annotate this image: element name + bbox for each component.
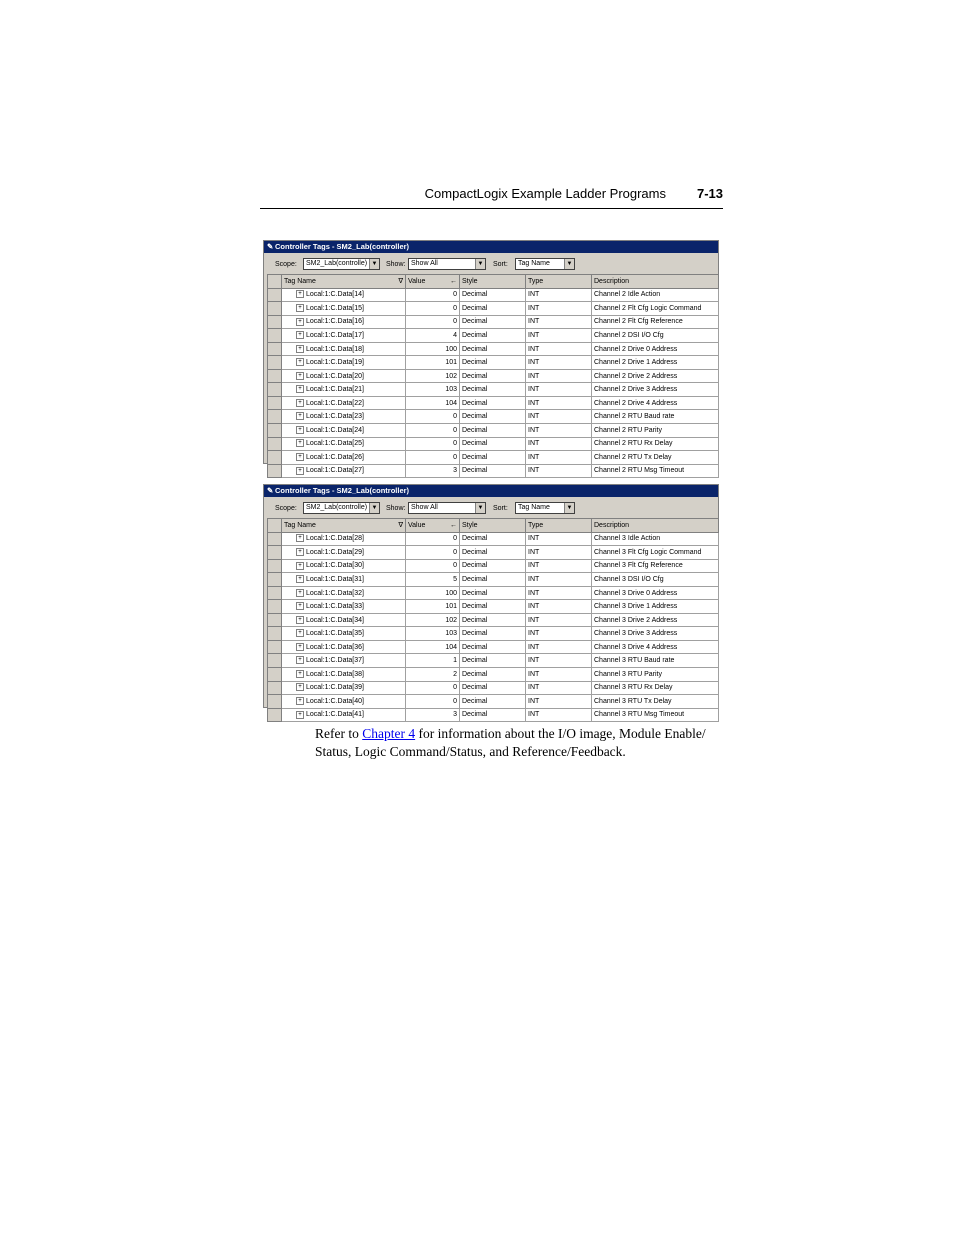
value-cell[interactable]: 2 xyxy=(406,668,460,682)
type-cell[interactable]: INT xyxy=(526,600,592,614)
style-cell[interactable]: Decimal xyxy=(460,288,526,302)
expand-plus-icon[interactable]: + xyxy=(296,616,304,624)
value-cell[interactable]: 102 xyxy=(406,369,460,383)
expand-plus-icon[interactable]: + xyxy=(296,629,304,637)
value-cell[interactable]: 100 xyxy=(406,586,460,600)
column-header-style[interactable]: Style xyxy=(460,275,526,289)
expand-plus-icon[interactable]: + xyxy=(296,399,304,407)
tag-name-cell[interactable]: + Local:1:C.Data[29] xyxy=(282,546,406,560)
window-titlebar[interactable] xyxy=(264,485,718,497)
type-cell[interactable]: INT xyxy=(526,315,592,329)
table-row[interactable] xyxy=(268,600,719,614)
row-selector[interactable] xyxy=(268,356,282,370)
tag-name-cell[interactable]: + Local:1:C.Data[14] xyxy=(282,288,406,302)
type-cell[interactable]: INT xyxy=(526,410,592,424)
expand-plus-icon[interactable]: + xyxy=(296,670,304,678)
filter-icon[interactable]: ∇ xyxy=(398,277,403,285)
expand-plus-icon[interactable]: + xyxy=(296,290,304,298)
header-selector xyxy=(268,275,282,289)
tags-table xyxy=(267,274,719,478)
tag-name-cell[interactable]: + Local:1:C.Data[35] xyxy=(282,627,406,641)
value-cell[interactable]: 3 xyxy=(406,708,460,722)
row-selector[interactable] xyxy=(268,708,282,722)
style-cell[interactable]: Decimal xyxy=(460,383,526,397)
type-cell[interactable]: INT xyxy=(526,573,592,587)
value-cell[interactable]: 0 xyxy=(406,302,460,316)
chevron-down-icon[interactable]: ▼ xyxy=(564,503,574,513)
window-title: Controller Tags - SM2_Lab(controller) xyxy=(275,242,410,251)
row-selector[interactable] xyxy=(268,546,282,560)
description-cell[interactable]: Channel 2 Flt Cfg Reference xyxy=(592,315,719,329)
value-cell[interactable]: 4 xyxy=(406,329,460,343)
style-cell[interactable]: Decimal xyxy=(460,329,526,343)
row-selector[interactable] xyxy=(268,396,282,410)
table-row[interactable] xyxy=(268,315,719,329)
tag-name-cell[interactable]: + Local:1:C.Data[23] xyxy=(282,410,406,424)
sort-label: Sort: xyxy=(493,261,508,268)
table-row[interactable] xyxy=(268,546,719,560)
chevron-down-icon[interactable]: ▼ xyxy=(475,259,485,269)
row-selector[interactable] xyxy=(268,315,282,329)
tag-name-cell[interactable]: + Local:1:C.Data[26] xyxy=(282,451,406,465)
style-cell[interactable]: Decimal xyxy=(460,342,526,356)
type-cell[interactable]: INT xyxy=(526,396,592,410)
value-cell[interactable]: 0 xyxy=(406,288,460,302)
header-title: CompactLogix Example Ladder Programs xyxy=(424,186,666,201)
style-cell[interactable]: Decimal xyxy=(460,302,526,316)
header-selector xyxy=(268,519,282,533)
type-cell[interactable]: INT xyxy=(526,708,592,722)
value-cell[interactable]: 0 xyxy=(406,315,460,329)
value-cell[interactable]: 0 xyxy=(406,695,460,709)
tag-name-cell[interactable]: + Local:1:C.Data[18] xyxy=(282,342,406,356)
tag-name-cell[interactable]: + Local:1:C.Data[40] xyxy=(282,695,406,709)
type-cell[interactable]: INT xyxy=(526,451,592,465)
column-header-style[interactable]: Style xyxy=(460,519,526,533)
table-row[interactable] xyxy=(268,613,719,627)
tags-toolbar xyxy=(264,253,718,274)
value-cell[interactable]: 0 xyxy=(406,681,460,695)
sort-label: Sort: xyxy=(493,505,508,512)
style-cell[interactable]: Decimal xyxy=(460,464,526,478)
column-header-type[interactable]: Type xyxy=(526,519,592,533)
table-row[interactable] xyxy=(268,695,719,709)
expand-plus-icon[interactable]: + xyxy=(296,534,304,542)
table-row[interactable] xyxy=(268,451,719,465)
value-cell[interactable]: 0 xyxy=(406,532,460,546)
style-cell[interactable]: Decimal xyxy=(460,681,526,695)
description-cell[interactable]: Channel 2 RTU Parity xyxy=(592,424,719,438)
type-cell[interactable]: INT xyxy=(526,424,592,438)
style-cell[interactable]: Decimal xyxy=(460,695,526,709)
tag-name-cell[interactable]: + Local:1:C.Data[19] xyxy=(282,356,406,370)
table-row[interactable] xyxy=(268,410,719,424)
table-row[interactable] xyxy=(268,627,719,641)
description-cell[interactable]: Channel 3 Drive 1 Address xyxy=(592,600,719,614)
tag-name-cell[interactable]: + Local:1:C.Data[30] xyxy=(282,559,406,573)
column-header-value[interactable]: Value ← xyxy=(406,275,460,289)
scope-select[interactable] xyxy=(303,502,380,514)
show-select[interactable] xyxy=(408,502,486,514)
description-cell[interactable]: Channel 2 Drive 1 Address xyxy=(592,356,719,370)
value-cell[interactable]: 101 xyxy=(406,600,460,614)
row-selector[interactable] xyxy=(268,464,282,478)
description-cell[interactable]: Channel 3 Drive 3 Address xyxy=(592,627,719,641)
expand-plus-icon[interactable]: + xyxy=(296,331,304,339)
value-cell[interactable]: 101 xyxy=(406,356,460,370)
show-value: Show All xyxy=(411,260,438,267)
tag-name-cell[interactable]: + Local:1:C.Data[37] xyxy=(282,654,406,668)
table-row[interactable] xyxy=(268,586,719,600)
value-cell[interactable]: 5 xyxy=(406,573,460,587)
show-select[interactable] xyxy=(408,258,486,270)
description-cell[interactable]: Channel 2 Drive 4 Address xyxy=(592,396,719,410)
table-row[interactable] xyxy=(268,302,719,316)
style-cell[interactable]: Decimal xyxy=(460,451,526,465)
tags-toolbar xyxy=(264,497,718,518)
tag-name-cell[interactable]: + Local:1:C.Data[21] xyxy=(282,383,406,397)
value-cell[interactable]: 102 xyxy=(406,613,460,627)
type-cell[interactable]: INT xyxy=(526,329,592,343)
style-cell[interactable]: Decimal xyxy=(460,356,526,370)
type-cell[interactable]: INT xyxy=(526,383,592,397)
tag-name-cell[interactable]: + Local:1:C.Data[38] xyxy=(282,668,406,682)
table-row[interactable] xyxy=(268,573,719,587)
description-cell[interactable]: Channel 2 Flt Cfg Logic Command xyxy=(592,302,719,316)
window-titlebar[interactable] xyxy=(264,241,718,253)
row-selector[interactable] xyxy=(268,288,282,302)
expand-plus-icon[interactable]: + xyxy=(296,412,304,420)
style-cell[interactable]: Decimal xyxy=(460,396,526,410)
table-row[interactable] xyxy=(268,437,719,451)
style-cell[interactable]: Decimal xyxy=(460,546,526,560)
table-row[interactable] xyxy=(268,559,719,573)
expand-plus-icon[interactable]: + xyxy=(296,683,304,691)
type-cell[interactable]: INT xyxy=(526,437,592,451)
value-cell[interactable]: 0 xyxy=(406,546,460,560)
row-selector[interactable] xyxy=(268,342,282,356)
type-cell[interactable]: INT xyxy=(526,668,592,682)
filter-icon[interactable]: ∇ xyxy=(398,521,403,529)
description-cell[interactable]: Channel 2 RTU Msg Timeout xyxy=(592,464,719,478)
expand-plus-icon[interactable]: + xyxy=(296,453,304,461)
value-cell[interactable]: 103 xyxy=(406,383,460,397)
type-cell[interactable]: INT xyxy=(526,532,592,546)
style-cell[interactable]: Decimal xyxy=(460,573,526,587)
style-cell[interactable]: Decimal xyxy=(460,627,526,641)
description-cell[interactable]: Channel 3 Flt Cfg Reference xyxy=(592,559,719,573)
type-cell[interactable]: INT xyxy=(526,356,592,370)
tag-name-cell[interactable]: + Local:1:C.Data[25] xyxy=(282,437,406,451)
row-selector[interactable] xyxy=(268,532,282,546)
row-selector[interactable] xyxy=(268,654,282,668)
expand-plus-icon[interactable]: + xyxy=(296,467,304,475)
row-selector[interactable] xyxy=(268,302,282,316)
expand-plus-icon[interactable]: + xyxy=(296,562,304,570)
description-cell[interactable]: Channel 3 RTU Rx Delay xyxy=(592,681,719,695)
value-cell[interactable]: 100 xyxy=(406,342,460,356)
scope-label: Scope: xyxy=(275,505,297,512)
type-cell[interactable]: INT xyxy=(526,681,592,695)
body-prefix: Refer to xyxy=(315,726,363,741)
style-cell[interactable]: Decimal xyxy=(460,600,526,614)
description-cell[interactable]: Channel 3 Drive 4 Address xyxy=(592,640,719,654)
expand-plus-icon[interactable]: + xyxy=(296,439,304,447)
style-cell[interactable]: Decimal xyxy=(460,437,526,451)
expand-plus-icon[interactable]: + xyxy=(296,385,304,393)
table-row[interactable] xyxy=(268,396,719,410)
type-cell[interactable]: INT xyxy=(526,369,592,383)
table-row[interactable] xyxy=(268,654,719,668)
value-cell[interactable]: 1 xyxy=(406,654,460,668)
expand-plus-icon[interactable]: + xyxy=(296,589,304,597)
tag-name-cell[interactable]: + Local:1:C.Data[15] xyxy=(282,302,406,316)
row-selector[interactable] xyxy=(268,681,282,695)
type-cell[interactable]: INT xyxy=(526,302,592,316)
tag-name-cell[interactable]: + Local:1:C.Data[32] xyxy=(282,586,406,600)
tag-name-cell[interactable]: + Local:1:C.Data[16] xyxy=(282,315,406,329)
sort-arrow-icon[interactable]: ← xyxy=(450,277,457,285)
table-row[interactable] xyxy=(268,329,719,343)
column-header-tag-name[interactable]: Tag Name ∇ xyxy=(282,519,406,533)
table-row[interactable] xyxy=(268,708,719,722)
table-row[interactable] xyxy=(268,640,719,654)
style-cell[interactable]: Decimal xyxy=(460,640,526,654)
description-cell[interactable]: Channel 2 Drive 0 Address xyxy=(592,342,719,356)
row-selector[interactable] xyxy=(268,640,282,654)
expand-plus-icon[interactable]: + xyxy=(296,372,304,380)
column-header-description[interactable]: Description xyxy=(592,275,719,289)
sort-select[interactable] xyxy=(515,502,575,514)
type-cell[interactable]: INT xyxy=(526,640,592,654)
style-cell[interactable]: Decimal xyxy=(460,654,526,668)
show-label: Show: xyxy=(386,261,406,268)
row-selector[interactable] xyxy=(268,600,282,614)
row-selector[interactable] xyxy=(268,424,282,438)
type-cell[interactable]: INT xyxy=(526,464,592,478)
value-cell[interactable]: 0 xyxy=(406,451,460,465)
column-header-tag-name[interactable]: Tag Name ∇ xyxy=(282,275,406,289)
table-row[interactable] xyxy=(268,383,719,397)
tag-name-cell[interactable]: + Local:1:C.Data[39] xyxy=(282,681,406,695)
description-cell[interactable]: Channel 3 RTU Msg Timeout xyxy=(592,708,719,722)
table-header-row xyxy=(268,519,719,533)
expand-plus-icon[interactable]: + xyxy=(296,358,304,366)
table-row[interactable] xyxy=(268,342,719,356)
description-cell[interactable]: Channel 2 Drive 3 Address xyxy=(592,383,719,397)
sort-select[interactable] xyxy=(515,258,575,270)
style-cell[interactable]: Decimal xyxy=(460,586,526,600)
row-selector[interactable] xyxy=(268,695,282,709)
style-cell[interactable]: Decimal xyxy=(460,315,526,329)
style-cell[interactable]: Decimal xyxy=(460,613,526,627)
description-cell[interactable]: Channel 3 DSI I/O Cfg xyxy=(592,573,719,587)
description-cell[interactable]: Channel 2 RTU Rx Delay xyxy=(592,437,719,451)
description-cell[interactable]: Channel 3 Idle Action xyxy=(592,532,719,546)
scope-label: Scope: xyxy=(275,261,297,268)
column-header-description[interactable]: Description xyxy=(592,519,719,533)
style-cell[interactable]: Decimal xyxy=(460,668,526,682)
description-cell[interactable]: Channel 2 RTU Tx Delay xyxy=(592,451,719,465)
description-cell[interactable]: Channel 2 RTU Baud rate xyxy=(592,410,719,424)
tag-name-cell[interactable]: + Local:1:C.Data[33] xyxy=(282,600,406,614)
expand-plus-icon[interactable]: + xyxy=(296,697,304,705)
tag-name-cell[interactable]: + Local:1:C.Data[34] xyxy=(282,613,406,627)
row-selector[interactable] xyxy=(268,437,282,451)
tag-name-cell[interactable]: + Local:1:C.Data[20] xyxy=(282,369,406,383)
page-number: 7-13 xyxy=(696,186,723,201)
value-cell[interactable]: 0 xyxy=(406,424,460,438)
row-selector[interactable] xyxy=(268,410,282,424)
window-icon: ✎ xyxy=(267,242,274,251)
tag-name-cell[interactable]: + Local:1:C.Data[31] xyxy=(282,573,406,587)
tag-name-cell[interactable]: + Local:1:C.Data[22] xyxy=(282,396,406,410)
chevron-down-icon[interactable]: ▼ xyxy=(369,503,379,513)
tag-name-cell[interactable]: + Local:1:C.Data[27] xyxy=(282,464,406,478)
show-label: Show: xyxy=(386,505,406,512)
chevron-down-icon[interactable]: ▼ xyxy=(564,259,574,269)
expand-plus-icon[interactable]: + xyxy=(296,602,304,610)
sort-value: Tag Name xyxy=(518,504,550,511)
value-cell[interactable]: 104 xyxy=(406,640,460,654)
chapter-4-link[interactable]: Chapter 4 xyxy=(362,726,416,741)
tag-name-cell[interactable]: + Local:1:C.Data[41] xyxy=(282,708,406,722)
value-cell[interactable]: 3 xyxy=(406,464,460,478)
description-cell[interactable]: Channel 3 RTU Baud rate xyxy=(592,654,719,668)
controller-tags-window-2 xyxy=(263,484,719,719)
controller-tags-window-1 xyxy=(263,240,719,475)
description-cell[interactable]: Channel 3 RTU Parity xyxy=(592,668,719,682)
row-selector[interactable] xyxy=(268,613,282,627)
row-selector[interactable] xyxy=(268,369,282,383)
value-cell[interactable]: 0 xyxy=(406,437,460,451)
show-value: Show All xyxy=(411,504,438,511)
description-cell[interactable]: Channel 2 Drive 2 Address xyxy=(592,369,719,383)
tag-name-cell[interactable]: + Local:1:C.Data[36] xyxy=(282,640,406,654)
type-cell[interactable]: INT xyxy=(526,613,592,627)
value-cell[interactable]: 0 xyxy=(406,410,460,424)
page-header xyxy=(260,184,723,209)
expand-plus-icon[interactable]: + xyxy=(296,304,304,312)
type-cell[interactable]: INT xyxy=(526,559,592,573)
type-cell[interactable]: INT xyxy=(526,654,592,668)
scope-value: SM2_Lab(controlle) xyxy=(306,504,368,511)
table-row[interactable] xyxy=(268,464,719,478)
tag-name-cell[interactable]: + Local:1:C.Data[17] xyxy=(282,329,406,343)
body-suffix: for information about the I/O image, Module Enable/ Status, Logic Command/Status, and Reference/Feedback. xyxy=(315,726,706,759)
value-cell[interactable]: 103 xyxy=(406,627,460,641)
style-cell[interactable]: Decimal xyxy=(460,424,526,438)
row-selector[interactable] xyxy=(268,383,282,397)
style-cell[interactable]: Decimal xyxy=(460,559,526,573)
row-selector[interactable] xyxy=(268,559,282,573)
expand-plus-icon[interactable]: + xyxy=(296,656,304,664)
row-selector[interactable] xyxy=(268,668,282,682)
expand-plus-icon[interactable]: + xyxy=(296,318,304,326)
expand-plus-icon[interactable]: + xyxy=(296,345,304,353)
chevron-down-icon[interactable]: ▼ xyxy=(475,503,485,513)
sort-value: Tag Name xyxy=(518,260,550,267)
table-row[interactable] xyxy=(268,288,719,302)
chevron-down-icon[interactable]: ▼ xyxy=(369,259,379,269)
row-selector[interactable] xyxy=(268,451,282,465)
table-row[interactable] xyxy=(268,356,719,370)
type-cell[interactable]: INT xyxy=(526,586,592,600)
column-header-type[interactable]: Type xyxy=(526,275,592,289)
description-cell[interactable]: Channel 2 Idle Action xyxy=(592,288,719,302)
description-cell[interactable]: Channel 3 RTU Tx Delay xyxy=(592,695,719,709)
type-cell[interactable]: INT xyxy=(526,546,592,560)
expand-plus-icon[interactable]: + xyxy=(296,711,304,719)
description-cell[interactable]: Channel 3 Flt Cfg Logic Command xyxy=(592,546,719,560)
type-cell[interactable]: INT xyxy=(526,288,592,302)
table-row[interactable] xyxy=(268,681,719,695)
description-cell[interactable]: Channel 3 Drive 0 Address xyxy=(592,586,719,600)
row-selector[interactable] xyxy=(268,627,282,641)
expand-plus-icon[interactable]: + xyxy=(296,548,304,556)
table-header-row xyxy=(268,275,719,289)
tags-table xyxy=(267,518,719,722)
type-cell[interactable]: INT xyxy=(526,342,592,356)
style-cell[interactable]: Decimal xyxy=(460,410,526,424)
style-cell[interactable]: Decimal xyxy=(460,708,526,722)
style-cell[interactable]: Decimal xyxy=(460,532,526,546)
table-row[interactable] xyxy=(268,668,719,682)
description-cell[interactable]: Channel 3 Drive 2 Address xyxy=(592,613,719,627)
expand-plus-icon[interactable]: + xyxy=(296,426,304,434)
type-cell[interactable]: INT xyxy=(526,695,592,709)
table-row[interactable] xyxy=(268,532,719,546)
value-cell[interactable]: 0 xyxy=(406,559,460,573)
tag-name-cell[interactable]: + Local:1:C.Data[24] xyxy=(282,424,406,438)
table-row[interactable] xyxy=(268,369,719,383)
scope-select[interactable] xyxy=(303,258,380,270)
type-cell[interactable]: INT xyxy=(526,627,592,641)
scope-value: SM2_Lab(controlle) xyxy=(306,260,368,267)
expand-plus-icon[interactable]: + xyxy=(296,643,304,651)
column-header-value[interactable]: Value ← xyxy=(406,519,460,533)
table-row[interactable] xyxy=(268,424,719,438)
description-cell[interactable]: Channel 2 DSI I/O Cfg xyxy=(592,329,719,343)
body-paragraph xyxy=(315,725,727,761)
row-selector[interactable] xyxy=(268,329,282,343)
row-selector[interactable] xyxy=(268,586,282,600)
sort-arrow-icon[interactable]: ← xyxy=(450,521,457,529)
window-icon: ✎ xyxy=(267,486,274,495)
style-cell[interactable]: Decimal xyxy=(460,369,526,383)
tag-name-cell[interactable]: + Local:1:C.Data[28] xyxy=(282,532,406,546)
value-cell[interactable]: 104 xyxy=(406,396,460,410)
window-title: Controller Tags - SM2_Lab(controller) xyxy=(275,486,410,495)
row-selector[interactable] xyxy=(268,573,282,587)
expand-plus-icon[interactable]: + xyxy=(296,575,304,583)
